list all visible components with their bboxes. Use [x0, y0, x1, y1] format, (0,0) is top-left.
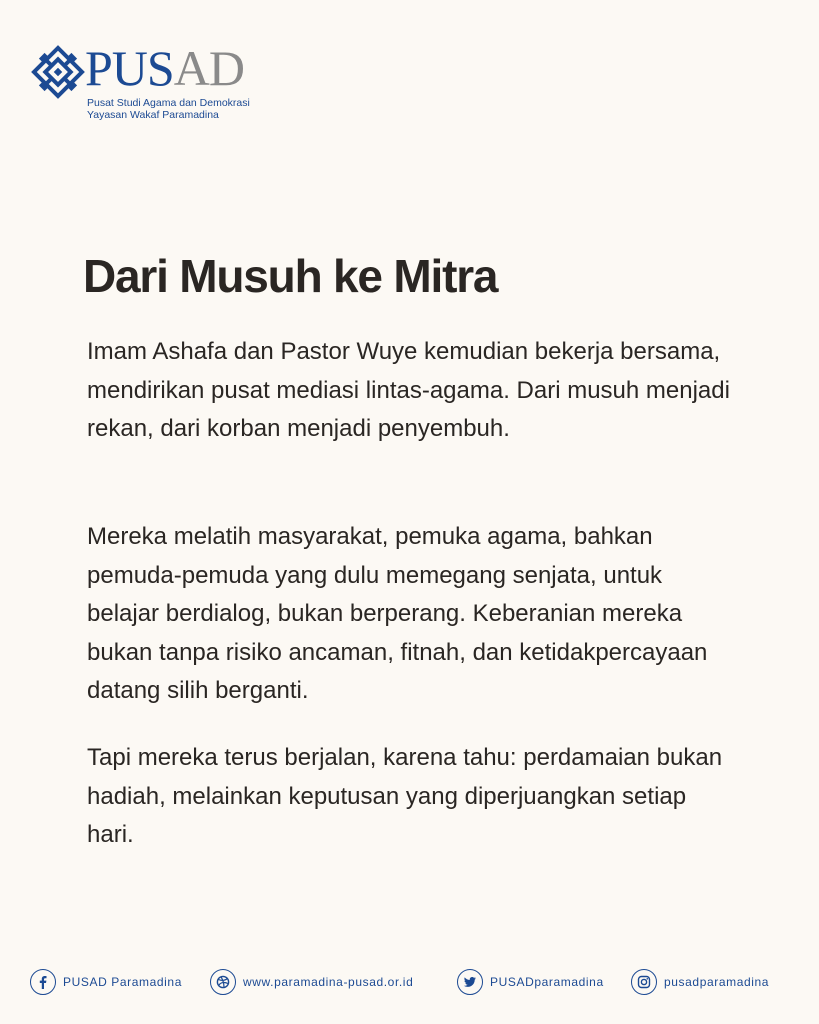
footer-twitter-text: PUSADparamadina	[490, 975, 604, 989]
facebook-icon	[30, 969, 56, 995]
footer-facebook-text: PUSAD Paramadina	[63, 975, 182, 989]
footer-website-link[interactable]	[210, 966, 413, 998]
pusad-logo	[30, 42, 270, 122]
footer-facebook-link[interactable]	[30, 966, 182, 998]
footer-instagram-text: pusadparamadina	[664, 975, 770, 989]
logo-wordmark-main: PUS	[85, 40, 174, 96]
footer-twitter-link[interactable]	[457, 966, 604, 998]
pusad-emblem-icon	[30, 44, 86, 100]
instagram-icon	[631, 969, 657, 995]
footer-social-bar	[0, 966, 819, 1000]
globe-icon	[210, 969, 236, 995]
logo-subtitle-line2: Yayasan Wakaf Paramadina	[87, 109, 219, 121]
footer-instagram-link[interactable]	[631, 966, 769, 998]
logo-wordmark	[85, 40, 244, 96]
page-title: Dari Musuh ke Mitra	[83, 250, 498, 302]
logo-subtitle-line1: Pusat Studi Agama dan Demokrasi	[87, 97, 250, 109]
twitter-icon	[457, 969, 483, 995]
paragraph-2: Mereka melatih masyarakat, pemuka agama, bahkan pemuda-pemuda yang dulu memegang senjata, untuk belajar berdialog, bukan berperang. Keberanian mereka bukan tanpa risiko ancaman, fitnah, dan ketidakpercayaan datang silih berganti.	[87, 523, 708, 704]
paragraph-1: Imam Ashafa dan Pastor Wuye kemudian bekerja bersama, mendirikan pusat mediasi lintas-agama. Dari musuh menjadi rekan, dari korban menjadi penyembuh.	[87, 338, 730, 442]
footer-website-text: www.paramadina-pusad.or.id	[243, 975, 414, 989]
paragraph-3: Tapi mereka terus berjalan, karena tahu: perdamaian bukan hadiah, melainkan keputusan yang diperjuangkan setiap hari.	[87, 744, 723, 848]
logo-wordmark-accent: AD	[173, 40, 244, 96]
